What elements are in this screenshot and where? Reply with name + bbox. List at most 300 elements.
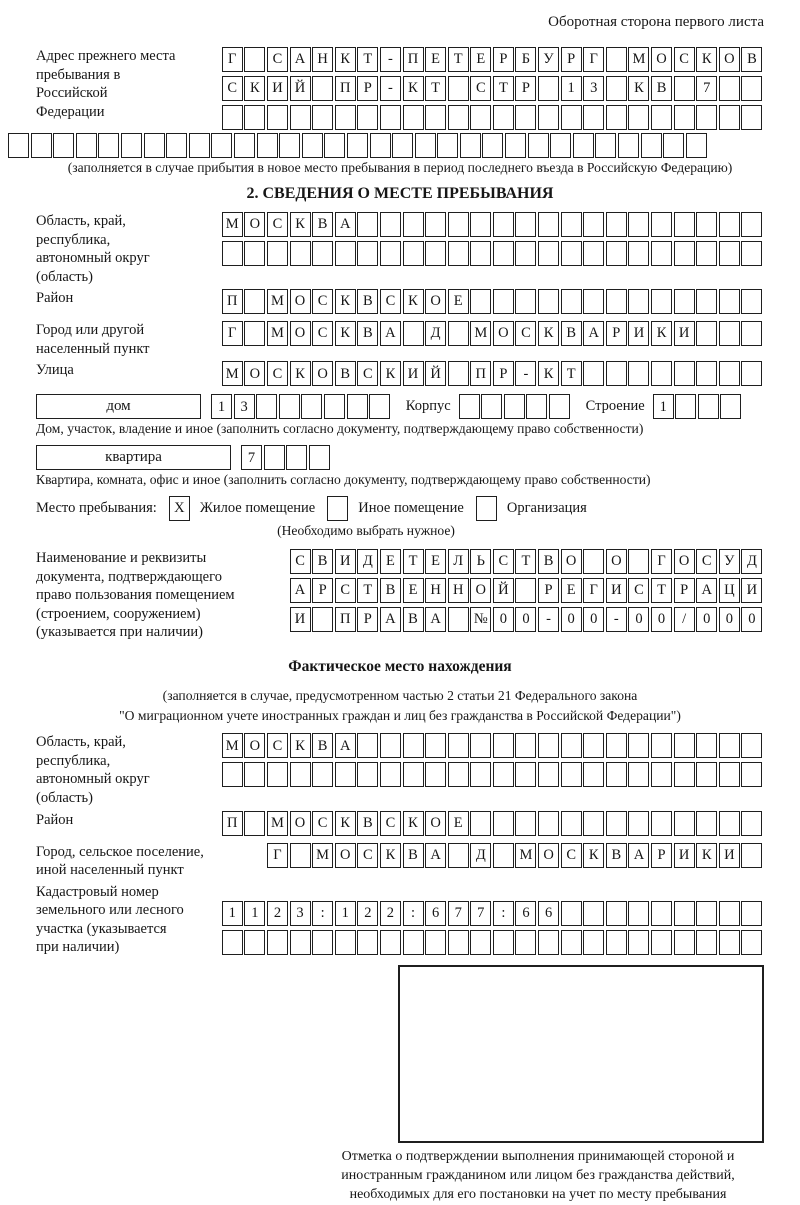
char-cell — [719, 105, 740, 130]
char-cell: И — [267, 76, 288, 101]
document-label: Наименование и реквизиты документа, подтверждающего право пользования помещением (строением, сооружением) (указывается при наличии) — [36, 550, 235, 641]
char-cell: К — [335, 321, 356, 346]
house-note: Дом, участок, владение и иное (заполнить согласно документу, подтверждающему право собственности) — [36, 421, 644, 437]
char-cell — [538, 811, 559, 836]
char-cell — [515, 105, 536, 130]
char-cell — [595, 133, 616, 158]
char-cell: В — [741, 47, 762, 72]
char-cell — [425, 105, 446, 130]
char-cell — [347, 133, 368, 158]
stay-option-organizacia-label: Организация — [506, 500, 587, 517]
char-cell — [425, 241, 446, 266]
char-cell: 1 — [244, 901, 265, 926]
char-cell — [470, 241, 491, 266]
char-cell: Р — [493, 361, 514, 386]
char-cell: В — [312, 549, 333, 574]
char-cell — [267, 762, 288, 787]
char-cell: А — [583, 321, 604, 346]
char-cell — [222, 241, 243, 266]
actual-location-note — [36, 686, 764, 725]
char-cell: 6 — [538, 901, 559, 926]
stay-type-row — [36, 496, 764, 521]
stroenie-label: Строение — [585, 398, 645, 415]
char-cell: - — [538, 607, 559, 632]
char-cell: Л — [448, 549, 469, 574]
char-cell — [741, 241, 762, 266]
char-cell: С — [335, 578, 356, 603]
char-cell: 2 — [357, 901, 378, 926]
char-cell — [244, 762, 265, 787]
char-cell — [696, 105, 717, 130]
char-cell: С — [267, 361, 288, 386]
char-cell — [290, 241, 311, 266]
region-grid — [222, 212, 764, 266]
char-cell: 0 — [515, 607, 536, 632]
district-field — [36, 289, 764, 318]
actual-region-row — [222, 762, 764, 787]
checkbox-inoe — [327, 496, 348, 521]
char-cell: С — [267, 733, 288, 758]
char-cell — [651, 105, 672, 130]
cadastral-row — [222, 930, 764, 955]
char-cell — [719, 901, 740, 926]
char-cell — [583, 549, 604, 574]
char-cell — [425, 212, 446, 237]
char-cell: С — [380, 811, 401, 836]
house-name-box: дом — [36, 394, 201, 419]
char-cell — [144, 133, 165, 158]
char-cell — [696, 321, 717, 346]
char-cell: М — [267, 289, 288, 314]
char-cell — [741, 76, 762, 101]
char-cell — [31, 133, 52, 158]
char-cell — [561, 105, 582, 130]
char-cell — [674, 241, 695, 266]
street-label: Улица — [36, 362, 74, 379]
char-cell — [244, 105, 265, 130]
char-cell: О — [244, 212, 265, 237]
actual-location-title: Фактическое место нахождения — [288, 657, 512, 675]
char-cell — [651, 241, 672, 266]
char-cell — [470, 289, 491, 314]
char-cell — [719, 930, 740, 955]
char-cell: С — [290, 549, 311, 574]
char-cell — [538, 241, 559, 266]
char-cell — [290, 762, 311, 787]
char-cell: О — [335, 843, 356, 868]
char-cell: Ь — [470, 549, 491, 574]
char-cell — [741, 901, 762, 926]
street-field — [36, 361, 764, 390]
char-cell: : — [493, 901, 514, 926]
char-cell: С — [628, 578, 649, 603]
checkbox-organizacia — [476, 496, 497, 521]
char-cell: Е — [425, 47, 446, 72]
char-cell: К — [628, 76, 649, 101]
char-cell: М — [222, 733, 243, 758]
char-cell: В — [312, 212, 333, 237]
char-cell: П — [335, 76, 356, 101]
char-cell: К — [651, 321, 672, 346]
char-cell — [448, 212, 469, 237]
char-cell — [370, 133, 391, 158]
char-cell: 0 — [628, 607, 649, 632]
char-cell: А — [628, 843, 649, 868]
char-cell — [641, 133, 662, 158]
char-cell — [618, 133, 639, 158]
char-cell: 0 — [696, 607, 717, 632]
char-cell — [515, 811, 536, 836]
char-cell — [244, 241, 265, 266]
char-cell: Р — [538, 578, 559, 603]
char-cell: О — [290, 811, 311, 836]
char-cell — [312, 762, 333, 787]
char-cell: 1 — [211, 394, 232, 419]
char-cell: - — [380, 47, 401, 72]
char-cell — [286, 445, 307, 470]
char-cell — [470, 930, 491, 955]
char-cell: Е — [448, 289, 469, 314]
char-cell — [628, 762, 649, 787]
char-cell: Н — [312, 47, 333, 72]
char-cell: Е — [448, 811, 469, 836]
char-cell — [583, 811, 604, 836]
char-cell: 0 — [493, 607, 514, 632]
char-cell — [234, 133, 255, 158]
char-cell: Б — [515, 47, 536, 72]
char-cell: Й — [290, 76, 311, 101]
char-cell — [741, 733, 762, 758]
char-cell: 1 — [335, 901, 356, 926]
document-row — [290, 549, 764, 574]
char-cell: Р — [493, 47, 514, 72]
char-cell — [561, 212, 582, 237]
char-cell: 0 — [651, 607, 672, 632]
stamp-section — [36, 965, 764, 1205]
char-cell — [425, 930, 446, 955]
char-cell — [392, 133, 413, 158]
char-cell — [674, 901, 695, 926]
char-cell — [561, 289, 582, 314]
char-cell: 6 — [515, 901, 536, 926]
char-cell: И — [674, 321, 695, 346]
char-cell: К — [335, 289, 356, 314]
char-cell: Т — [425, 76, 446, 101]
char-cell — [526, 394, 547, 419]
char-cell — [267, 105, 288, 130]
char-cell — [651, 930, 672, 955]
char-cell: М — [515, 843, 536, 868]
char-cell: О — [290, 289, 311, 314]
char-cell: И — [741, 578, 762, 603]
char-cell — [267, 930, 288, 955]
char-cell — [741, 361, 762, 386]
char-cell — [470, 212, 491, 237]
char-cell: И — [719, 843, 740, 868]
char-cell — [448, 241, 469, 266]
house-row — [36, 394, 764, 419]
char-cell: К — [380, 843, 401, 868]
char-cell — [279, 394, 300, 419]
char-cell: О — [470, 578, 491, 603]
char-cell: Т — [561, 361, 582, 386]
char-cell — [482, 133, 503, 158]
char-cell: С — [380, 289, 401, 314]
char-cell — [538, 76, 559, 101]
char-cell — [448, 733, 469, 758]
char-cell — [302, 133, 323, 158]
char-cell — [606, 289, 627, 314]
char-cell — [698, 394, 719, 419]
char-cell — [549, 394, 570, 419]
actual-district-field — [36, 811, 764, 840]
char-cell — [606, 930, 627, 955]
char-cell — [628, 901, 649, 926]
char-cell — [696, 733, 717, 758]
stay-label: Место пребывания: — [36, 500, 157, 517]
char-cell — [606, 212, 627, 237]
char-cell — [528, 133, 549, 158]
char-cell — [719, 212, 740, 237]
char-cell — [686, 133, 707, 158]
char-cell — [335, 241, 356, 266]
district-label: Район — [36, 290, 74, 307]
char-cell — [720, 394, 741, 419]
char-cell — [481, 394, 502, 419]
char-cell: Р — [561, 47, 582, 72]
char-cell — [448, 361, 469, 386]
char-cell: Й — [425, 361, 446, 386]
char-cell — [244, 321, 265, 346]
char-cell: С — [470, 76, 491, 101]
char-cell — [98, 133, 119, 158]
char-cell — [583, 212, 604, 237]
char-cell: К — [290, 361, 311, 386]
char-cell — [583, 930, 604, 955]
char-cell: К — [335, 47, 356, 72]
char-cell — [561, 241, 582, 266]
house-number-row — [211, 394, 392, 419]
char-cell — [606, 901, 627, 926]
char-cell: Н — [448, 578, 469, 603]
char-cell — [244, 289, 265, 314]
char-cell — [696, 289, 717, 314]
char-cell: М — [628, 47, 649, 72]
region-row — [222, 212, 764, 237]
char-cell — [415, 133, 436, 158]
char-cell — [312, 607, 333, 632]
char-cell: О — [651, 47, 672, 72]
char-cell — [515, 762, 536, 787]
char-cell: В — [357, 811, 378, 836]
char-cell: С — [312, 811, 333, 836]
char-cell: : — [312, 901, 333, 926]
char-cell — [76, 133, 97, 158]
char-cell — [741, 105, 762, 130]
char-cell — [628, 289, 649, 314]
char-cell — [459, 394, 480, 419]
checkbox-zhiloe: X — [169, 496, 190, 521]
char-cell: Р — [606, 321, 627, 346]
char-cell — [606, 47, 627, 72]
char-cell — [448, 843, 469, 868]
char-cell: - — [515, 361, 536, 386]
char-cell — [696, 361, 717, 386]
char-cell — [515, 241, 536, 266]
char-cell: П — [222, 289, 243, 314]
char-cell: М — [470, 321, 491, 346]
char-cell — [741, 811, 762, 836]
char-cell — [538, 289, 559, 314]
char-cell: 3 — [583, 76, 604, 101]
city-field — [36, 321, 764, 358]
char-cell — [493, 105, 514, 130]
cadastral-field — [36, 883, 764, 957]
char-cell: / — [674, 607, 695, 632]
char-cell: В — [403, 843, 424, 868]
char-cell: М — [222, 212, 243, 237]
char-cell: А — [696, 578, 717, 603]
char-cell — [493, 212, 514, 237]
char-cell: Т — [651, 578, 672, 603]
char-cell: Р — [651, 843, 672, 868]
char-cell — [583, 901, 604, 926]
char-cell — [312, 241, 333, 266]
char-cell — [515, 289, 536, 314]
char-cell — [222, 105, 243, 130]
char-cell — [380, 105, 401, 130]
char-cell — [606, 76, 627, 101]
char-cell — [357, 212, 378, 237]
char-cell — [403, 105, 424, 130]
char-cell: Р — [674, 578, 695, 603]
char-cell: С — [312, 321, 333, 346]
char-cell — [606, 762, 627, 787]
char-cell: И — [403, 361, 424, 386]
char-cell — [257, 133, 278, 158]
char-cell: О — [244, 361, 265, 386]
char-cell — [437, 133, 458, 158]
char-cell: С — [357, 843, 378, 868]
char-cell — [264, 445, 285, 470]
prev-address-field — [36, 47, 764, 130]
char-cell: К — [538, 321, 559, 346]
stay-option-inoe-label: Иное помещение — [358, 500, 464, 517]
page-header: Оборотная сторона первого листа — [548, 14, 764, 30]
char-cell — [448, 105, 469, 130]
char-cell: Е — [561, 578, 582, 603]
char-cell — [493, 289, 514, 314]
char-cell: 2 — [267, 901, 288, 926]
char-cell — [335, 762, 356, 787]
char-cell: М — [312, 843, 333, 868]
korpus-label: Корпус — [405, 398, 451, 415]
char-cell: Г — [222, 47, 243, 72]
section2-title: 2. СВЕДЕНИЯ О МЕСТЕ ПРЕБЫВАНИЯ — [246, 184, 554, 202]
char-cell — [628, 811, 649, 836]
char-cell: К — [335, 811, 356, 836]
char-cell: В — [335, 361, 356, 386]
char-cell — [561, 733, 582, 758]
char-cell — [403, 930, 424, 955]
char-cell: 0 — [719, 607, 740, 632]
char-cell — [719, 241, 740, 266]
char-cell: Т — [357, 47, 378, 72]
apartment-name-box: квартира — [36, 445, 231, 470]
char-cell — [515, 212, 536, 237]
char-cell — [324, 394, 345, 419]
char-cell: 1 — [653, 394, 674, 419]
street-row — [222, 361, 764, 386]
char-cell — [675, 394, 696, 419]
char-cell — [244, 930, 265, 955]
char-cell: 1 — [222, 901, 243, 926]
char-cell — [290, 843, 311, 868]
char-cell: О — [425, 289, 446, 314]
char-cell — [674, 762, 695, 787]
char-cell — [493, 843, 514, 868]
char-cell — [290, 105, 311, 130]
char-cell — [335, 930, 356, 955]
actual-region-row — [222, 733, 764, 758]
char-cell: В — [357, 289, 378, 314]
char-cell: К — [403, 76, 424, 101]
prev-address-row — [222, 76, 764, 101]
char-cell — [550, 133, 571, 158]
char-cell — [312, 930, 333, 955]
char-cell — [651, 733, 672, 758]
char-cell: И — [628, 321, 649, 346]
char-cell: Д — [425, 321, 446, 346]
region-row — [222, 241, 764, 266]
char-cell — [448, 607, 469, 632]
char-cell — [504, 394, 525, 419]
char-cell: Д — [741, 549, 762, 574]
char-cell: К — [583, 843, 604, 868]
char-cell — [561, 762, 582, 787]
char-cell: К — [696, 47, 717, 72]
char-cell: К — [290, 212, 311, 237]
char-cell — [628, 733, 649, 758]
char-cell — [741, 843, 762, 868]
char-cell: Т — [357, 578, 378, 603]
prev-address-overflow-row — [8, 133, 764, 158]
char-cell — [538, 733, 559, 758]
char-cell — [628, 930, 649, 955]
char-cell — [403, 733, 424, 758]
char-cell: В — [538, 549, 559, 574]
char-cell — [696, 930, 717, 955]
char-cell — [357, 733, 378, 758]
char-cell — [324, 133, 345, 158]
char-cell: А — [425, 607, 446, 632]
char-cell: Е — [403, 578, 424, 603]
char-cell: С — [515, 321, 536, 346]
char-cell: О — [538, 843, 559, 868]
char-cell: О — [493, 321, 514, 346]
char-cell: О — [719, 47, 740, 72]
char-cell — [583, 733, 604, 758]
char-cell: Г — [222, 321, 243, 346]
char-cell: 0 — [561, 607, 582, 632]
char-cell — [211, 133, 232, 158]
char-cell: С — [222, 76, 243, 101]
char-cell — [425, 762, 446, 787]
char-cell: С — [561, 843, 582, 868]
cadastral-grid — [222, 901, 764, 955]
char-cell: Т — [493, 76, 514, 101]
char-cell — [515, 733, 536, 758]
